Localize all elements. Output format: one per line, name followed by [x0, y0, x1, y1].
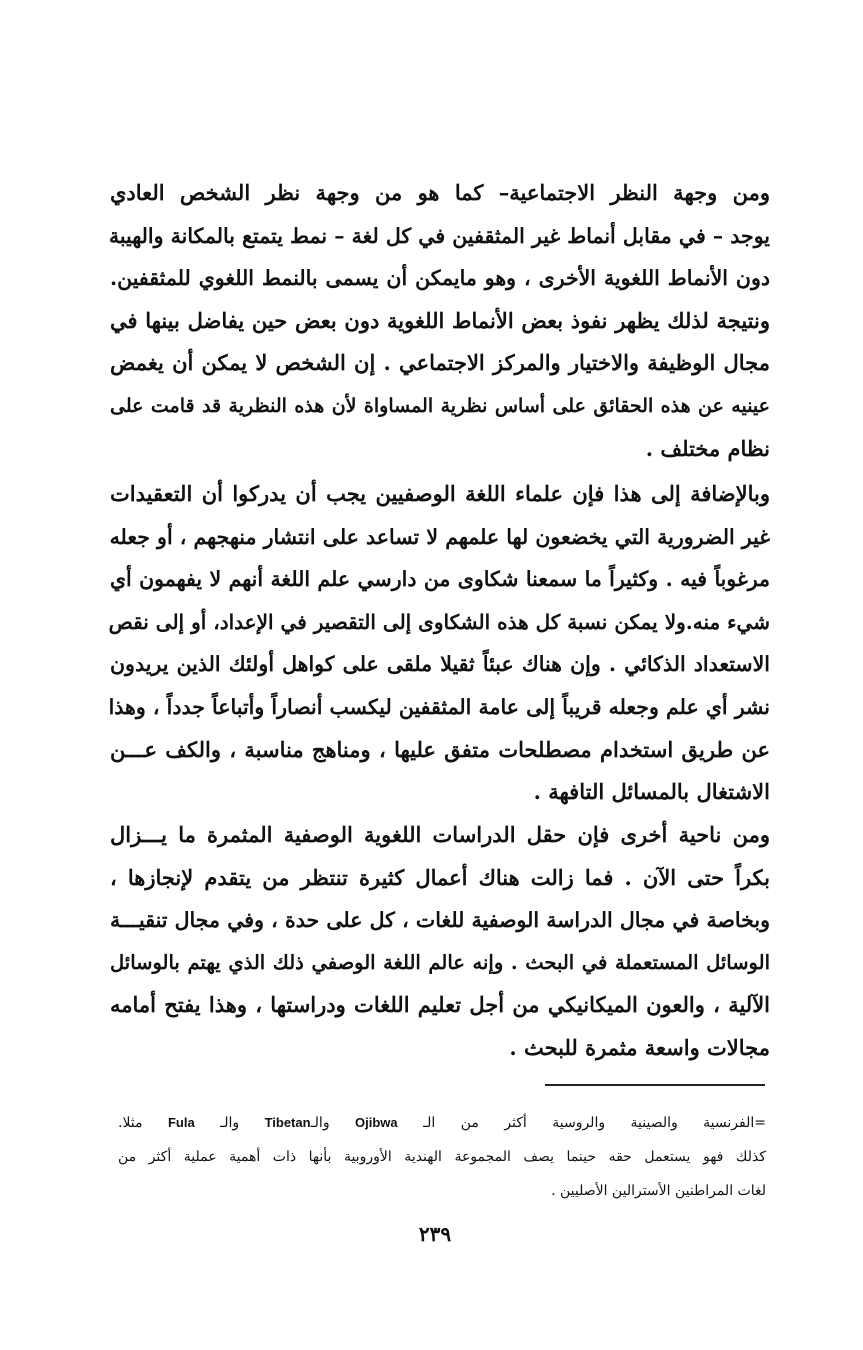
- footnote-term-ojibwa: Ojibwa: [355, 1115, 398, 1130]
- text-line: يوجد – في مقابل أنماط غير المثقفين في كل لغة – نمط يتمتع بالمكانة والهيبة: [108, 223, 770, 248]
- text-line: بكراً حتى الآن . فما زالت هناك أعمال كثيرة تنتظر من يتقدم لإنجازها ،: [110, 864, 770, 890]
- footnote-text: والـ: [220, 1115, 240, 1131]
- footnote-line-3: لغات المراطنين الأسترالين الأصليين .: [551, 1183, 766, 1199]
- text-line: مجالات واسعة مثمرة للبحث .: [509, 1034, 770, 1060]
- paragraph-1: [110, 172, 770, 470]
- footnote-text: مثلا.: [118, 1115, 143, 1131]
- footnote-term-tibetan: Tibetan: [264, 1115, 311, 1130]
- footnote-text: =الفرنسية والصينية والروسية أكثر من الـ: [423, 1115, 766, 1131]
- text-line: مجال الوظيفة والاختيار والمركز الاجتماعي . إن الشخص لا يمكن أن يغمض: [110, 350, 770, 376]
- text-line: عن طريق استخدام مصطلحات متفق عليها ، ومناهج مناسبة ، والكف عـــن: [110, 736, 770, 762]
- paragraph-2: [110, 473, 770, 814]
- text-line: دون الأنماط اللغوية الأخرى ، وهو مايمكن أن يسمى بالنمط اللغوي للمثقفين.: [110, 266, 770, 291]
- text-line: الوسائل المستعملة في البحث . وإنه عالم اللغة الوصفي ذلك الذي يهتم بالوسائل: [110, 950, 770, 974]
- text-line: ونتيجة لذلك يظهر نفوذ بعض الأنماط اللغوية دون بعض حين يفاضل بينها في: [110, 307, 770, 333]
- footnote-text: والـ: [310, 1115, 330, 1131]
- footnote-term-fula: Fula: [167, 1115, 195, 1130]
- text-line: مرغوباً فيه . وكثيراً ما سمعنا شكاوى من دارسي علم اللغة أنهم لا يفهمون أي: [110, 567, 770, 592]
- text-line: ومن ناحية أخرى فإن حقل الدراسات اللغوية الوصفية المثمرة ما يـــزال: [110, 822, 770, 847]
- page-number: ٢٣٩: [418, 1222, 452, 1246]
- footnote-line-1: [118, 1106, 766, 1140]
- text-line: شيء منه.ولا يمكن نسبة كل هذه الشكاوى إلى التقصير في الإعداد، أو إلى نقص: [108, 609, 770, 634]
- text-line: عينيه عن هذه الحقائق على أساس نظرية المساواة لأن هذه النظرية قد قامت على: [110, 394, 770, 417]
- text-line: نشر أي علم وجعله قريباً إلى عامة المثقفين ليكسب أنصاراً وأتباعاً جدداً ، وهذا: [108, 694, 770, 719]
- text-line: الاشتغال بالمسائل التافهة .: [533, 779, 770, 805]
- text-line: وبخاصة في مجال الدراسة الوصفية للغات ، كل على حدة ، وفي مجال تنقيـــة: [110, 908, 770, 933]
- text-line: نظام مختلف .: [645, 435, 770, 461]
- text-line: الآلية ، والعون الميكانيكي من أجل تعليم اللغات ودراستها ، وهذا يفتح أمامه: [110, 992, 770, 1018]
- text-line: ومن وجهة النظر الاجتماعية– كما هو من وجهة نظر الشخص العادي: [110, 180, 770, 205]
- footnote: [118, 1106, 766, 1208]
- text-line: غير الضرورية التي يخضعون لها علمهم لا تساعد على انتشار منهجهم ، أو جعله: [109, 524, 770, 549]
- paragraph-3: [110, 814, 770, 1070]
- footnote-separator: [545, 1084, 765, 1086]
- footnote-line-2: كذلك فهو يستعمل حقه حينما يصف المجموعة الهندية الأوروبية بأنها ذات أهمية عملية أكثر من: [118, 1149, 766, 1165]
- text-line: الاستعداد الذكائي . وإن هناك عبئاً ثقيلا ملقى على كواهل أولئك الذين يريدون: [110, 652, 770, 677]
- text-line: وبالإضافة إلى هذا فإن علماء اللغة الوصفيين يجب أن يدركوا أن التعقيدات: [110, 481, 770, 506]
